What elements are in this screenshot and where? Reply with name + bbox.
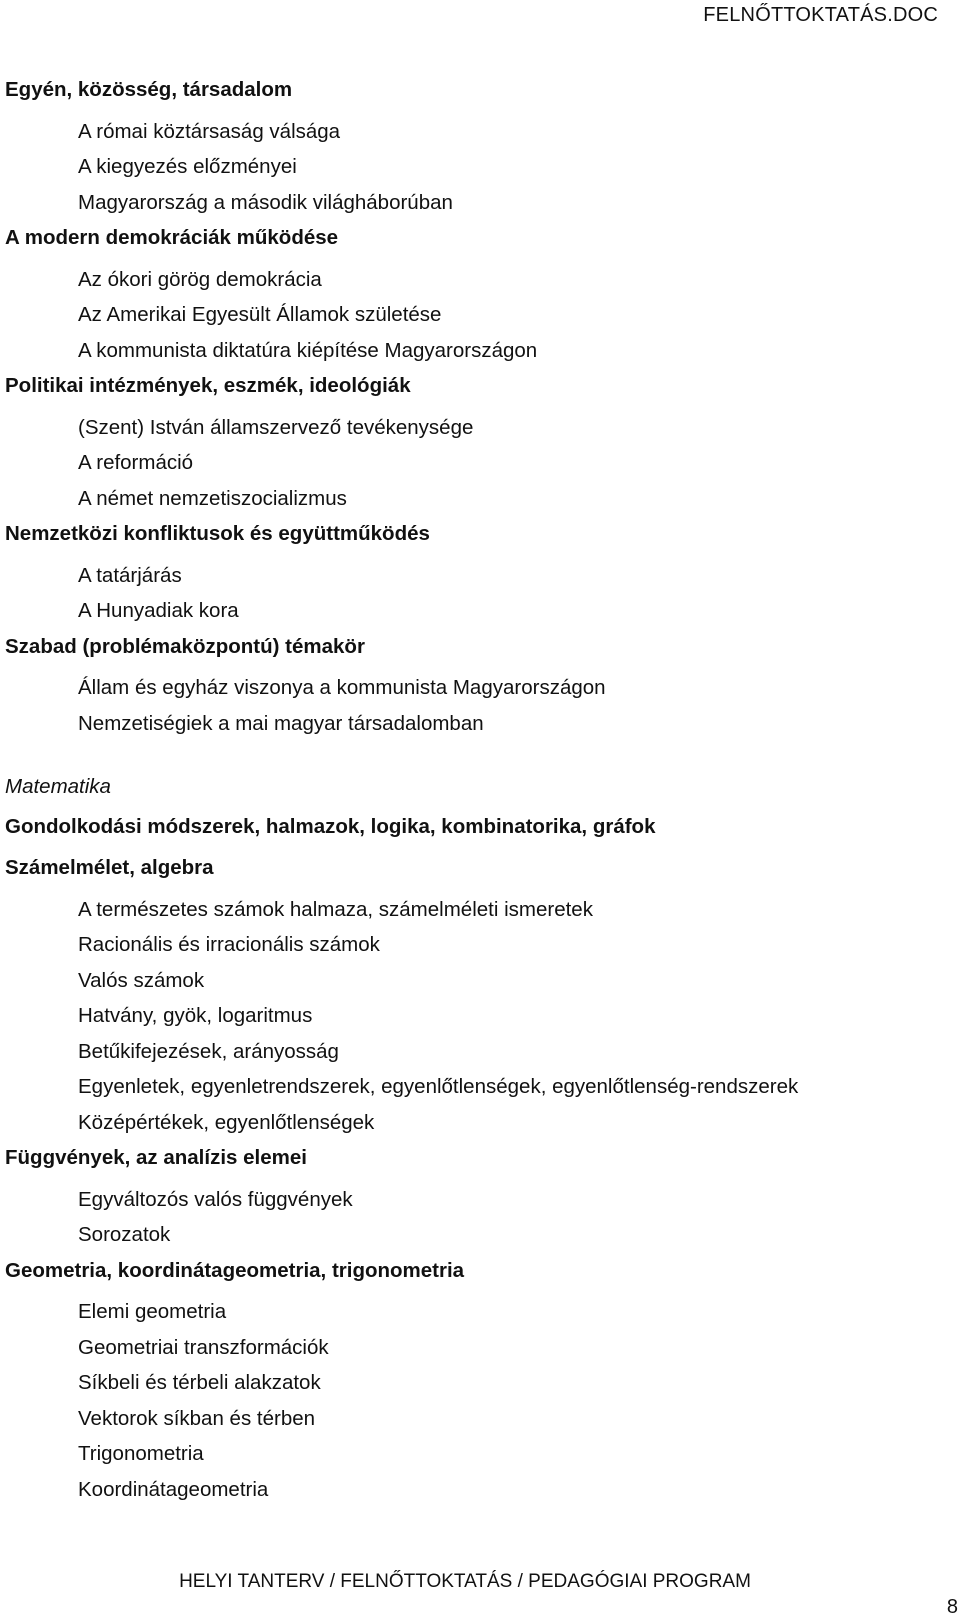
topic-item: A római köztársaság válsága [78,119,341,143]
topic-item: Trigonometria [78,1442,204,1465]
subject-title: Matematika [5,775,111,798]
topic-item: Vektorok síkban és térben [78,1406,316,1430]
topic-item: Az Amerikai Egyesült Államok születése [78,303,442,326]
topic-item: (Szent) István államszervező tevékenysége [78,415,474,439]
topic-item: Hatvány, gyök, logaritmus [78,1004,313,1027]
document-body [5,72,935,1507]
topic-item: Racionális és irracionális számok [78,933,380,956]
section-heading: Szabad (problémaközpontú) témakör [5,634,365,658]
topic-item: A német nemzetiszocializmus [78,486,347,510]
page-number: 8 [946,1596,958,1618]
document-footer: HELYI TANTERV / FELNŐTTOKTATÁS / PEDAGÓGIAI PROGRAM [179,1571,751,1592]
topic-item: A tatárjárás [78,563,182,587]
history-section-4 [5,516,935,629]
document-filename-header: FELNŐTTOKTATÁS.DOC [703,4,938,26]
math-section-3 [5,1140,935,1253]
topic-list [5,670,935,741]
section-heading: Nemzetközi konfliktusok és együttműködés [5,522,430,545]
section-heading: Egyén, közösség, társadalom [5,78,293,101]
topic-item: Egyenletek, egyenletrendszerek, egyenlőtlenségek, egyenlőtlenség-rendszerek [78,1075,799,1098]
section-heading: Gondolkodási módszerek, halmazok, logika, kombinatorika, gráfok [5,814,656,838]
topic-item: Geometriai transzformációk [78,1335,329,1359]
math-section-1 [5,809,935,845]
topic-item: Középértékek, egyenlőtlenségek [78,1110,375,1134]
topic-item: A kiegyezés előzményei [78,155,297,178]
topic-item: A reformáció [78,451,194,474]
topic-item: Az ókori görög demokrácia [78,267,322,291]
history-section-1 [5,72,935,220]
history-section-2 [5,220,935,368]
history-section-3 [5,368,935,516]
topic-item: Elemi geometria [78,1300,227,1323]
topic-list [5,558,935,629]
topic-item: Valós számok [78,968,205,992]
topic-item: Sorozatok [78,1223,171,1246]
topic-list [5,114,935,221]
topic-item: A természetes számok halmaza, számelméleti ismeretek [78,897,593,921]
topic-list [5,1294,935,1507]
topic-item: Betűkifejezések, arányosság [78,1039,339,1063]
topic-item: Magyarország a második világháborúban [78,190,453,214]
math-section-4 [5,1253,935,1508]
topic-list [5,1182,935,1253]
section-heading: Számelmélet, algebra [5,856,214,879]
topic-item: Egyváltozós valós függvények [78,1187,353,1211]
topic-list [5,410,935,517]
history-section-5 [5,629,935,742]
section-heading: Politikai intézmények, eszmék, ideológiák [5,374,411,397]
section-heading: Geometria, koordinátageometria, trigonometria [5,1258,465,1282]
topic-item: A kommunista diktatúra kiépítése Magyarországon [78,338,538,362]
topic-list [5,262,935,369]
section-heading: A modern demokráciák működése [5,226,339,249]
topic-item: A Hunyadiak kora [78,599,239,622]
topic-item: Nemzetiségiek a mai magyar társadalomban [78,711,484,735]
section-heading: Függvények, az analízis elemei [5,1146,307,1169]
topic-item: Koordinátageometria [78,1477,269,1501]
topic-item: Állam és egyház viszonya a kommunista Magyarországon [78,676,606,699]
topic-item: Síkbeli és térbeli alakzatok [78,1371,321,1394]
topic-list [5,892,935,1141]
math-section-2 [5,850,935,1140]
